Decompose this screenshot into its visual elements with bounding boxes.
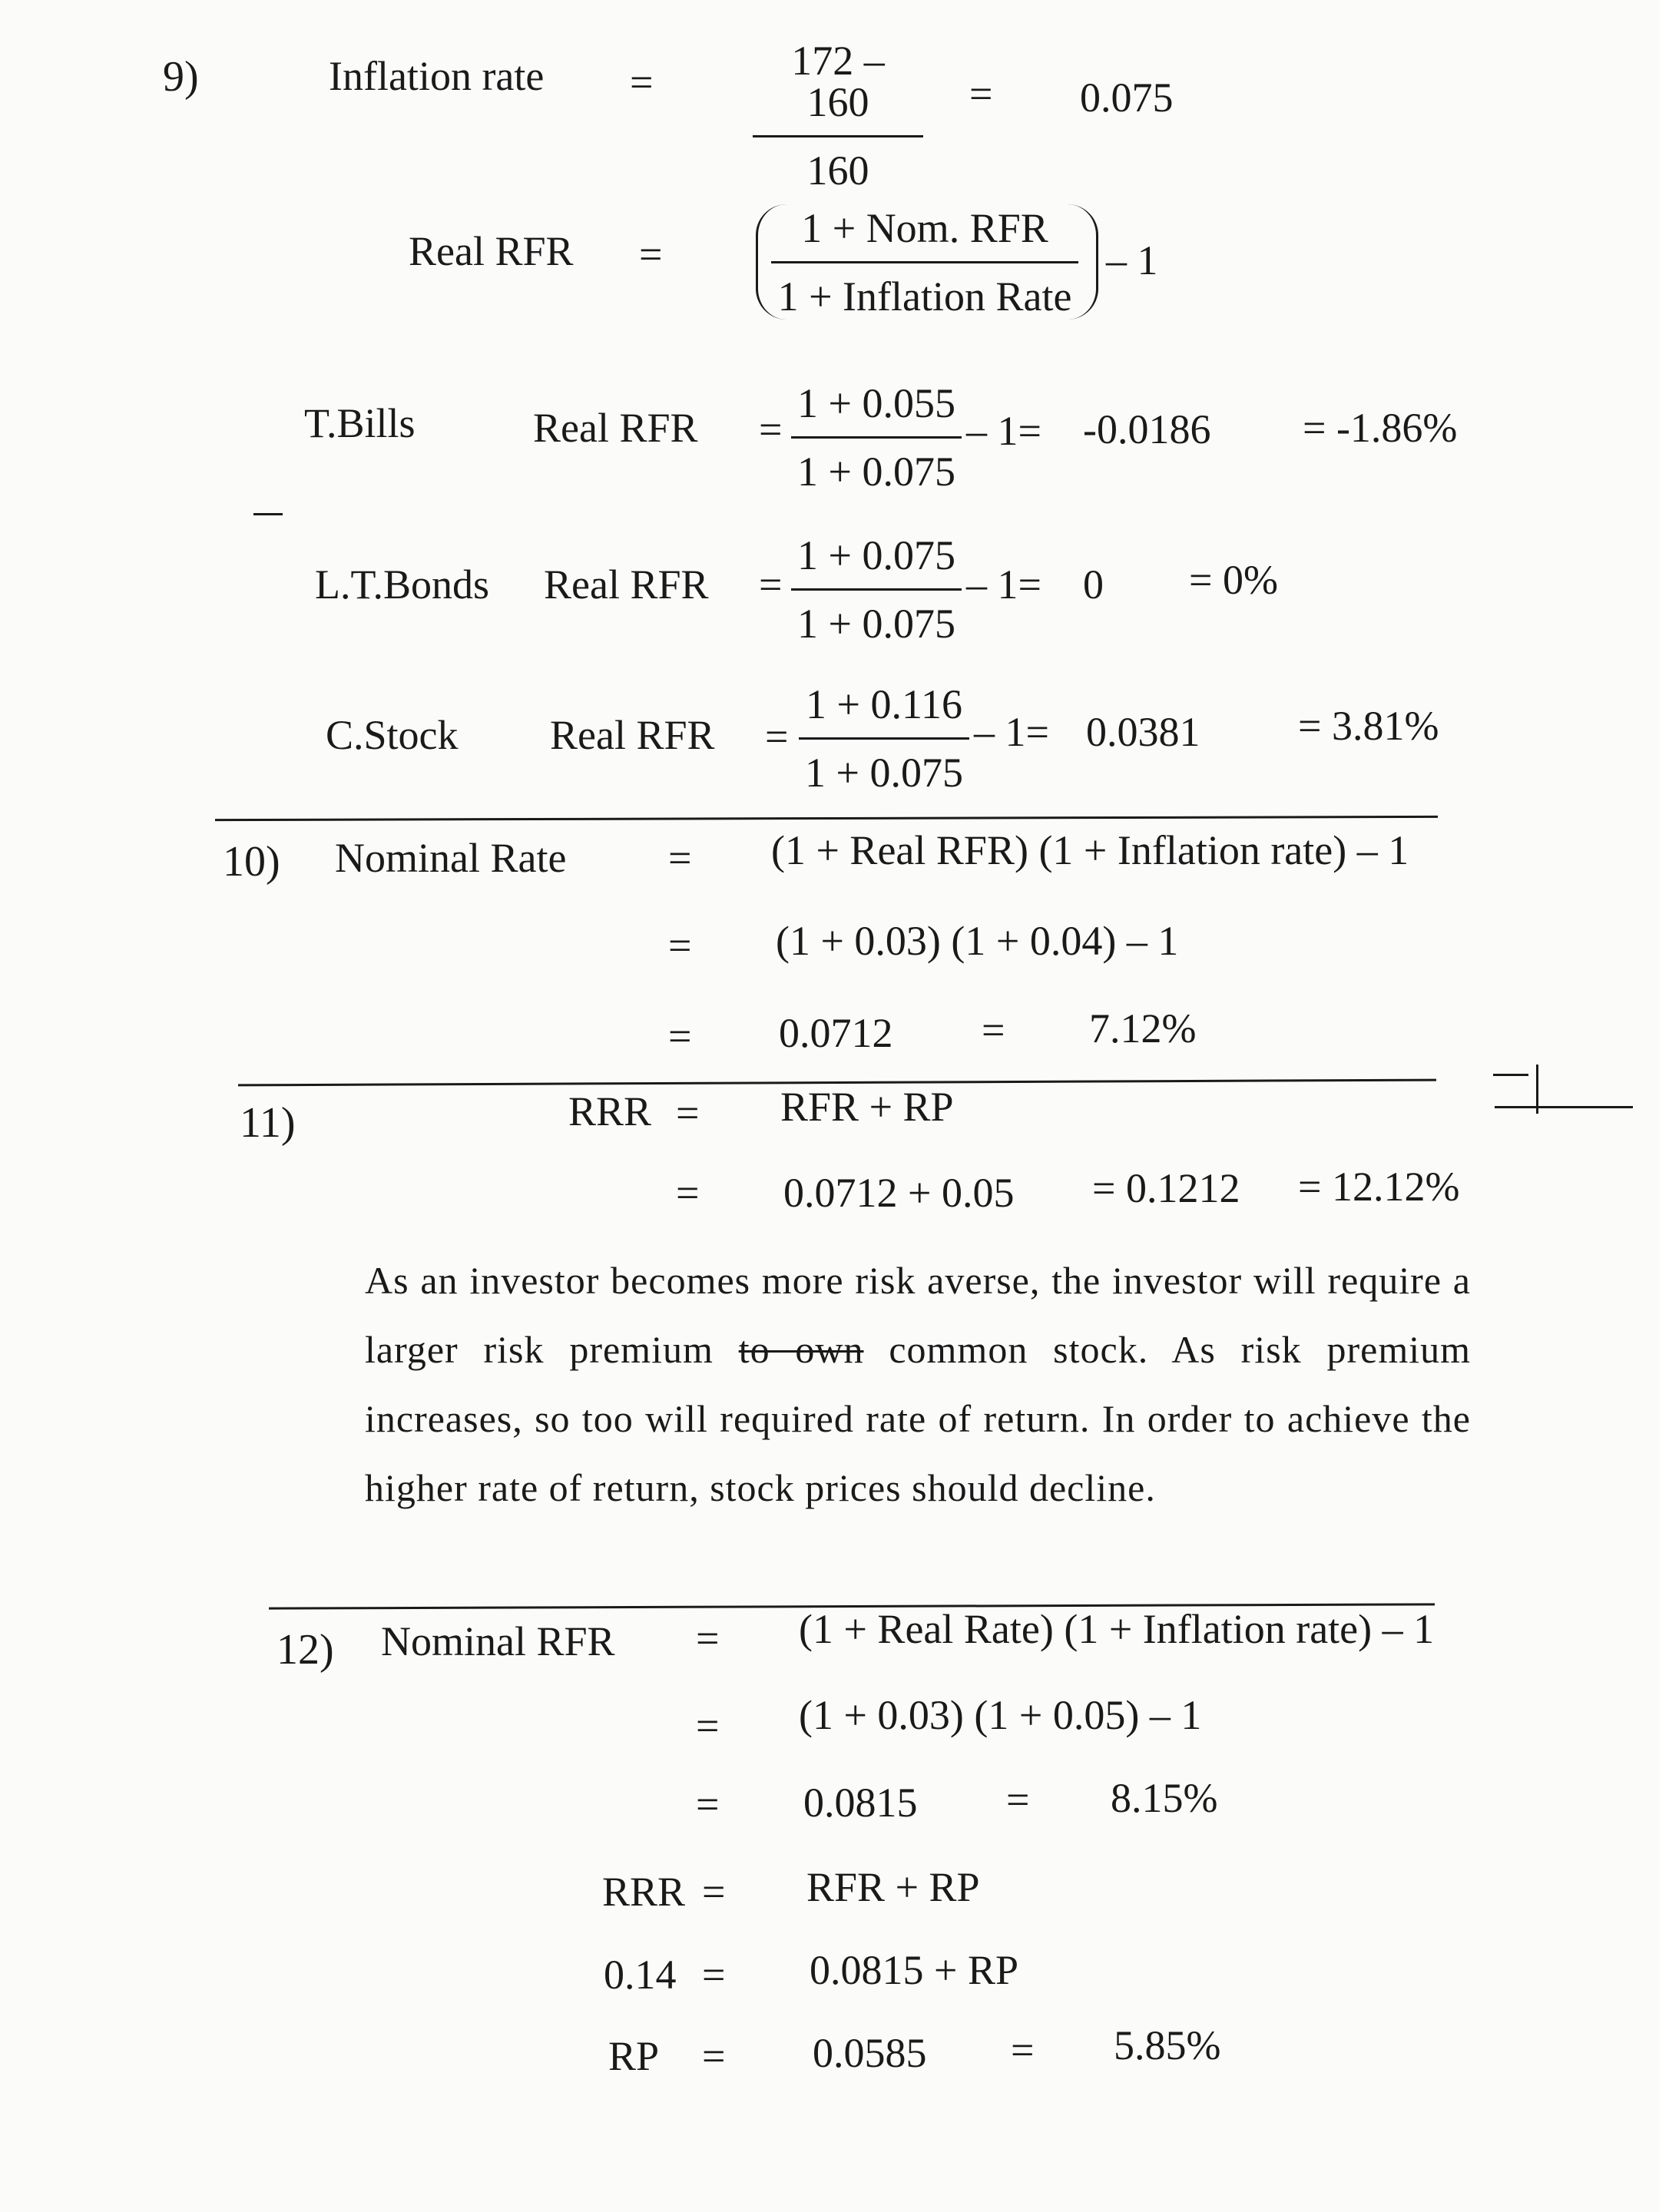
inflation-numerator: 172 – 160: [791, 38, 885, 125]
stock-label: C.Stock: [326, 712, 459, 758]
section-divider: [215, 816, 1438, 821]
bonds-fraction: [791, 532, 962, 647]
real-rfr-formula-fraction: [771, 205, 1078, 320]
inflation-fraction: [753, 38, 923, 194]
stock-numerator: 1 + 0.116: [806, 681, 962, 727]
stock-denominator: 1 + 0.075: [805, 750, 963, 796]
q12-percent: 8.15%: [1111, 1775, 1218, 1821]
tbills-denominator: 1 + 0.075: [797, 449, 955, 495]
q12-rrr-number-label: 0.14: [604, 1952, 677, 1998]
bonds-denominator: 1 + 0.075: [797, 601, 955, 647]
bonds-minus-one: – 1=: [966, 561, 1041, 608]
q12-title: Nominal RFR: [381, 1618, 615, 1664]
q12-eq-1: =: [696, 1615, 720, 1661]
bonds-value: 0: [1083, 561, 1104, 608]
q10-line-1: (1 + Real RFR) (1 + Inflation rate) – 1: [771, 827, 1409, 873]
q11-label: 11): [240, 1099, 296, 1147]
q12-rp-eq: =: [702, 2033, 726, 2079]
q12-value-eq: =: [1006, 1777, 1030, 1823]
q11-explanation-a: As an investor becomes more risk averse, the investor will require a larger risk premium: [365, 1259, 1471, 1371]
q10-percent: 7.12%: [1089, 1005, 1197, 1051]
tbills-percent: = -1.86%: [1303, 405, 1458, 451]
q11-explanation: [365, 1246, 1471, 1522]
q12-eq-3: =: [696, 1781, 720, 1827]
tbills-eq: =: [759, 406, 783, 452]
inflation-denominator: 160: [806, 147, 869, 194]
q12-rrr-eq: =: [702, 1869, 726, 1915]
real-rfr-formula-label: Real RFR: [409, 228, 574, 274]
q10-eq-2: =: [668, 922, 692, 969]
q11-line-1: RFR + RP: [780, 1084, 954, 1130]
tbills-real-rfr-label: Real RFR: [533, 405, 698, 451]
q11-line-2: 0.0712 + 0.05: [783, 1170, 1015, 1216]
inflation-eq2: =: [969, 71, 993, 117]
q12-rp-value: 0.0585: [813, 2030, 927, 2076]
q11-percent: = 12.12%: [1298, 1164, 1460, 1210]
formula-denominator: 1 + Inflation Rate: [777, 273, 1072, 320]
margin-mark: [253, 513, 283, 515]
tbills-minus-one: – 1=: [966, 408, 1041, 454]
q11-rrr-label: RRR: [568, 1088, 652, 1134]
bonds-percent: = 0%: [1189, 557, 1278, 603]
stock-minus-one: – 1=: [974, 709, 1049, 755]
bonds-label: L.T.Bonds: [315, 561, 489, 608]
inflation-rate-label: Inflation rate: [329, 53, 545, 99]
stock-fraction: [799, 681, 969, 796]
stock-eq: =: [765, 714, 789, 760]
margin-mark: [1493, 1074, 1528, 1076]
q12-line-1: (1 + Real Rate) (1 + Inflation rate) – 1: [799, 1606, 1435, 1652]
formula-numerator: 1 + Nom. RFR: [801, 205, 1048, 251]
q12-line-2: (1 + 0.03) (1 + 0.05) – 1: [799, 1692, 1202, 1738]
q11-explanation-b: common stock. As risk premium increases, so too will required rate of return. In order to achieve the higher rate of return, stock prices should decline.: [365, 1328, 1471, 1509]
tbills-numerator: 1 + 0.055: [797, 380, 955, 426]
formula-minus-one: – 1: [1106, 237, 1158, 283]
q12-rp-value-eq: =: [1011, 2027, 1035, 2073]
q12-value: 0.0815: [803, 1780, 918, 1826]
q12-rp-percent: 5.85%: [1114, 2022, 1221, 2068]
real-rfr-formula-eq: =: [639, 231, 663, 277]
margin-mark: [1495, 1106, 1633, 1108]
q12-eq-2: =: [696, 1703, 720, 1749]
q10-eq-1: =: [668, 835, 692, 881]
q12-rrr-label: RRR: [602, 1869, 686, 1915]
inflation-eq: =: [630, 59, 654, 105]
q10-value-eq: =: [982, 1007, 1005, 1053]
q12-rrr-number-value: 0.0815 + RP: [810, 1947, 1019, 1993]
bonds-numerator: 1 + 0.075: [797, 532, 955, 578]
stock-value: 0.0381: [1086, 709, 1200, 755]
q12-label: 12): [276, 1626, 334, 1674]
q10-line-2: (1 + 0.03) (1 + 0.04) – 1: [776, 918, 1179, 964]
q12-rp-label: RP: [608, 2033, 660, 2079]
tbills-fraction: [791, 380, 962, 495]
q11-eq-2: =: [676, 1170, 700, 1216]
q9-label: 9): [163, 53, 199, 101]
inflation-result: 0.075: [1080, 75, 1174, 121]
margin-mark: [1536, 1065, 1538, 1114]
bonds-real-rfr-label: Real RFR: [544, 561, 709, 608]
q10-value: 0.0712: [779, 1010, 893, 1056]
q11-explanation-struck: to own: [738, 1328, 864, 1371]
q10-eq-3: =: [668, 1013, 692, 1059]
q12-rrr-number-eq: =: [702, 1952, 726, 1998]
q10-label: 10): [223, 838, 280, 886]
bonds-eq: =: [759, 561, 783, 608]
tbills-label: T.Bills: [304, 400, 416, 446]
q12-rrr-value: RFR + RP: [806, 1864, 980, 1910]
q10-title: Nominal Rate: [335, 835, 567, 881]
stock-percent: = 3.81%: [1298, 703, 1439, 749]
q11-result: = 0.1212: [1092, 1165, 1240, 1211]
q11-eq-1: =: [676, 1090, 700, 1136]
tbills-value: -0.0186: [1083, 406, 1211, 452]
stock-real-rfr-label: Real RFR: [550, 712, 715, 758]
